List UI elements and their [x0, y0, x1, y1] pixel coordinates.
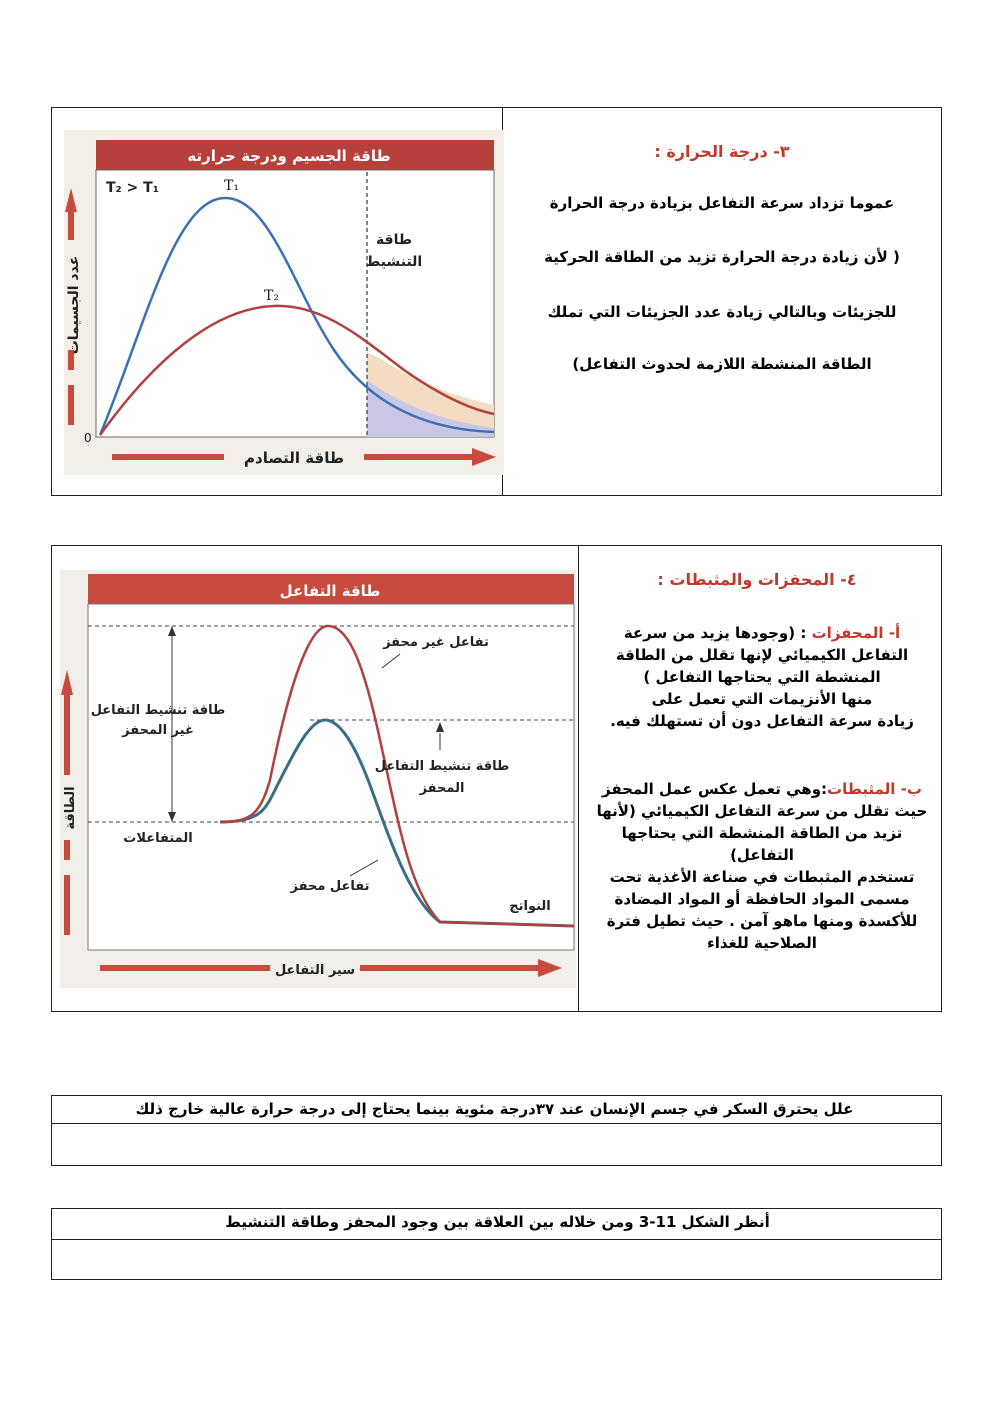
section4-table — [51, 545, 942, 1012]
catalyzed-label: تفاعل محفز — [290, 879, 370, 894]
temperature-energy-chart — [64, 130, 504, 475]
y-axis-bar-b — [64, 840, 70, 860]
x-axis-label: طاقة التصادم — [244, 449, 344, 467]
question1-text: علل يحترق السكر في جسم الإنسان عند ٣٧درجة مئوية بينما يحتاج إلى درجة حرارة عالية خارج ذلك — [135, 1100, 854, 1118]
diagram-title: طاقة التفاعل — [279, 582, 381, 600]
act-uncat-label-2: غير المحفز — [122, 723, 194, 738]
section4-heading: ٤- المحفزات والمثبطات : — [657, 570, 857, 589]
inhibitors-line-1 — [587, 778, 937, 800]
x-axis-bar-left — [112, 454, 224, 460]
section3-table — [51, 107, 942, 496]
chart-title: طاقة الجسيم ودرجة حرارته — [187, 147, 391, 165]
energy-axis-label: الطاقة — [63, 786, 78, 830]
act-cat-label-2: المحفز — [419, 781, 465, 796]
section3-line-3: للجزيئات وبالتالي زيادة عدد الجزيئات التي تملك — [547, 303, 897, 321]
temperature-relation: T₂ > T₁ — [106, 180, 159, 196]
question2-text: أنظر الشكل 11-3 ومن خلاله بين العلاقة بين وجود المحفز وطاقة التنشيط — [225, 1213, 770, 1231]
x-axis-bar-b — [360, 965, 540, 971]
x-axis-bar-right — [364, 454, 474, 460]
section4-divider — [578, 546, 579, 1011]
inhibitors-paragraph — [587, 778, 937, 954]
reactants-label: المتفاعلات — [123, 831, 193, 846]
y-axis-label: عدد الجسيمات — [66, 255, 82, 355]
catalysts-line-1 — [587, 622, 937, 644]
y-axis-bar-a — [64, 875, 70, 935]
inhibitors-line-5: تستخدم المثبطات في صناعة الأغذية تحت — [609, 868, 915, 886]
reaction-progress-label: سير التفاعل — [274, 963, 356, 978]
question2-box — [51, 1208, 942, 1280]
inhibitors-line-1-text: :وهي تعمل عكس عمل المحفز — [602, 780, 828, 798]
catalysts-line-2: التفاعل الكيميائي لإنها تقلل من الطاقة — [615, 646, 909, 664]
section3-line-4: الطاقة المنشطة اللازمة لحدوث التفاعل) — [572, 355, 872, 373]
catalysts-paragraph — [587, 622, 937, 732]
diagram-plot-area — [88, 604, 574, 950]
inhibitors-line-6: مسمى المواد الحافظة أو المواد المضادة — [614, 890, 910, 908]
catalysts-line-4: منها الأنزيمات التي تعمل على — [651, 690, 873, 708]
inhibitors-line-8: الصلاحية للغذاء — [707, 934, 817, 952]
inhibitors-label: ب- المثبطات — [827, 780, 922, 798]
y-axis-bar-3 — [68, 210, 74, 240]
inhibitors-line-2: حيث تقلل من سرعة التفاعل الكيميائي (لأنها — [596, 802, 928, 820]
activation-label-2: التنشيط — [365, 254, 423, 270]
question1-answer-area[interactable] — [52, 1124, 941, 1165]
y-axis-bar-1 — [68, 385, 74, 425]
catalysts-label: أ- المحفزات — [811, 624, 901, 642]
question2-answer-area[interactable] — [52, 1240, 941, 1279]
t2-label: T₂ — [264, 288, 279, 304]
section3-line-2: ( لأن زيادة درجة الحرارة تزيد من الطاقة الحركية — [544, 248, 900, 266]
question1-box — [51, 1095, 942, 1166]
origin-label: 0 — [84, 431, 92, 445]
uncatalyzed-label: تفاعل غير محفز — [383, 635, 489, 650]
t1-label: T₁ — [224, 178, 239, 194]
activation-label-1: طاقة — [375, 232, 413, 248]
y-axis-bar-c — [64, 695, 70, 775]
catalysts-line-3: المنشطة التي يحتاجها التفاعل ) — [643, 668, 881, 686]
section3-line-1: عموما تزداد سرعة التفاعل بزيادة درجة الحرارة — [549, 194, 895, 212]
products-label: النواتج — [509, 899, 551, 914]
section3-heading: ٣- درجة الحرارة : — [654, 142, 790, 161]
x-axis-bar-a — [100, 965, 270, 971]
catalysts-line-1-text: : (وجودها يزيد من سرعة — [623, 624, 807, 642]
inhibitors-line-4: التفاعل) — [730, 846, 794, 864]
inhibitors-line-3: تزيد من الطاقة المنشطة التي يحتاجها — [621, 824, 903, 842]
reaction-energy-diagram — [60, 570, 576, 988]
catalysts-line-5: زيادة سرعة التفاعل دون أن تستهلك فيه. — [610, 712, 914, 730]
act-cat-label-1: طاقة تنشيط التفاعل — [374, 759, 510, 774]
act-uncat-label-1: طاقة تنشيط التفاعل — [90, 703, 226, 718]
inhibitors-line-7: للأكسدة ومنها ماهو آمن . حيث تطيل فترة — [606, 912, 918, 930]
